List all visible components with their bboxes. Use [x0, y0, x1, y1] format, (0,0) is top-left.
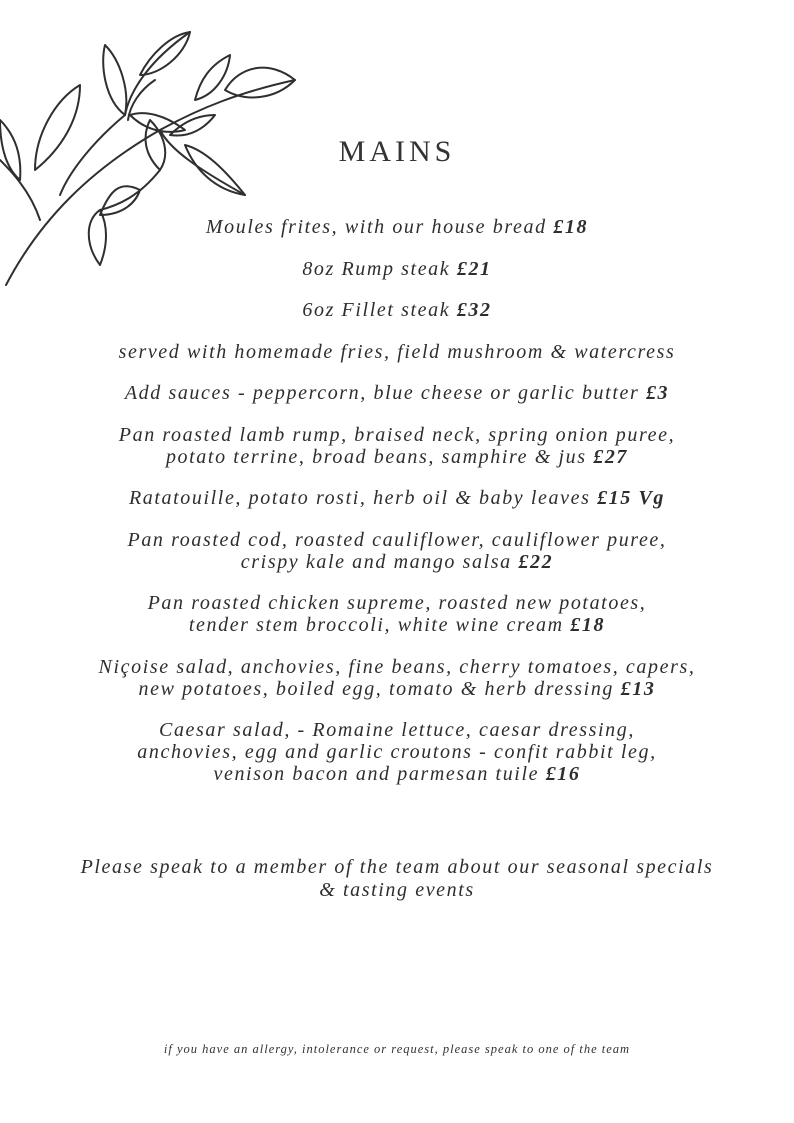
- menu-item: [0, 341, 794, 363]
- specials-notice-line: & tasting events: [319, 879, 475, 901]
- menu-item-text: tender stem broccoli, white wine cream: [188, 614, 564, 636]
- menu-item: [0, 719, 794, 785]
- menu-item-text: Pan roasted chicken supreme, roasted new potatoes,: [147, 592, 647, 614]
- menu-item-text: 6oz Fillet steak: [302, 299, 451, 321]
- menu-item: [0, 529, 794, 573]
- menu-item-price: £13: [620, 677, 656, 700]
- menu-item-price: £18: [553, 216, 589, 238]
- menu-item: [0, 299, 794, 321]
- menu-list: [0, 216, 794, 805]
- menu-item-price: £27: [593, 445, 629, 468]
- menu-item: [0, 487, 794, 509]
- menu-item-text: Ratatouille, potato rosti, herb oil & baby leaves: [128, 487, 591, 509]
- menu-item-price: £15 Vg: [597, 487, 666, 509]
- page-title: MAINS: [338, 135, 456, 168]
- menu-item: [0, 382, 794, 404]
- menu-item-text: potato terrine, broad beans, samphire & jus: [165, 445, 587, 468]
- menu-item-price: £22: [518, 550, 554, 573]
- menu-item-text: anchovies, egg and garlic croutons - confit rabbit leg,: [137, 741, 657, 763]
- menu-item: [0, 258, 794, 280]
- menu-item-text: Niçoise salad, anchovies, fine beans, cherry tomatoes, capers,: [98, 655, 696, 678]
- menu-item-text: Moules frites, with our house bread: [205, 216, 547, 238]
- menu-item-text: Caesar salad, - Romaine lettuce, caesar dressing,: [159, 719, 635, 741]
- specials-notice-line: Please speak to a member of the team about our seasonal specials: [80, 856, 714, 878]
- menu-item-text: new potatoes, boiled egg, tomato & herb dressing: [138, 677, 615, 700]
- menu-item-text: Pan roasted lamb rump, braised neck, spring onion puree,: [118, 423, 676, 446]
- menu-item-text: served with homemade fries, field mushroom & watercress: [118, 340, 676, 363]
- menu-item-text: Pan roasted cod, roasted cauliflower, cauliflower puree,: [127, 528, 667, 551]
- menu-item-price: £21: [456, 257, 492, 280]
- menu-item-price: £3: [645, 382, 670, 404]
- specials-notice: [30, 856, 764, 902]
- menu-item: [0, 656, 794, 700]
- menu-item: [0, 216, 794, 238]
- menu-item-price: £18: [570, 614, 606, 636]
- menu-item-price: £32: [456, 299, 492, 321]
- menu-item-text: 8oz Rump steak: [302, 257, 451, 280]
- allergy-notice: if you have an allergy, intolerance or request, please speak to one of the team: [163, 1042, 631, 1056]
- menu-item-price: £16: [545, 763, 581, 785]
- menu-item: [0, 424, 794, 468]
- menu-item-text: crispy kale and mango salsa: [240, 550, 512, 573]
- menu-item-text: Add sauces - peppercorn, blue cheese or garlic butter: [124, 382, 640, 404]
- menu-item-text: venison bacon and parmesan tuile: [213, 763, 540, 785]
- menu-item: [0, 592, 794, 636]
